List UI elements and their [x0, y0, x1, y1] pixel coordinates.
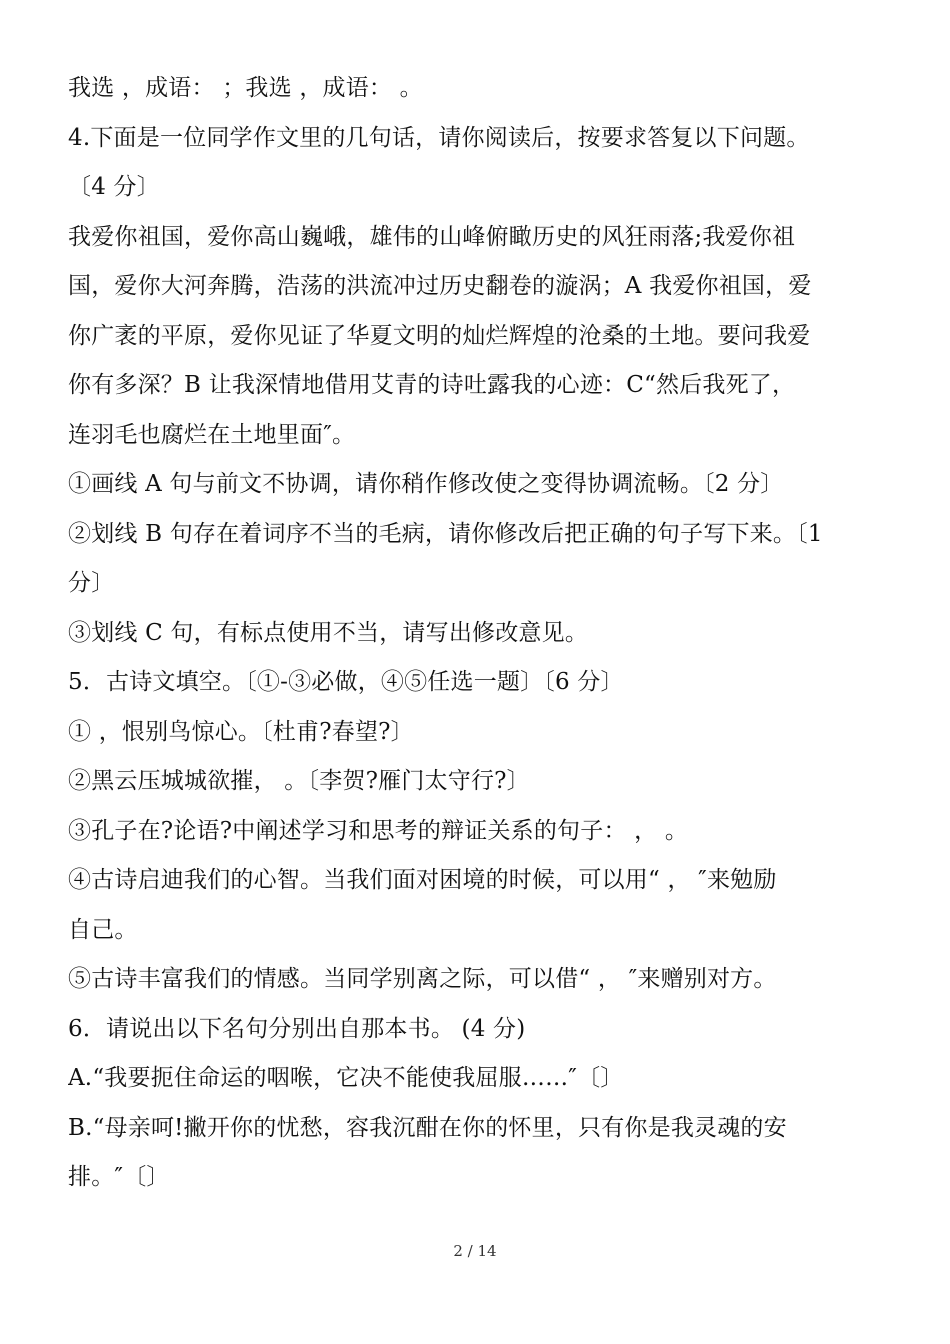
sub-question-3: ③划线 C 句，有标点使用不当，请写出修改意见。 — [68, 619, 589, 646]
poem-fill-5: ⑤古诗丰富我们的情感。当同学别离之际，可以借“ ， ″来赠别对方。 — [68, 966, 777, 992]
quote-b-cont: 排。″〔〕 — [68, 1164, 170, 1190]
poem-fill-4-cont: 自己。 — [68, 916, 138, 943]
sub-question-2: ②划线 B 句存在着词序不当的毛病，请你修改后把正确的句子写下来。〔1 — [68, 520, 823, 547]
sub-question-2-cont: 分〕 — [68, 570, 115, 596]
sub-question-1: ①画线 A 句与前文不协调，请你稍作修改使之变得协调流畅。〔2 分〕 — [68, 471, 784, 497]
passage-line-1: 我爱你祖国，爱你高山巍峨，雄伟的山峰俯瞰历史的风狂雨落;我爱你祖 — [68, 223, 796, 250]
passage-line-5: 连羽毛也腐烂在土地里面″。 — [68, 421, 356, 448]
poem-fill-3: ③孔子在?论语?中阐述学习和思考的辩证关系的句子： ， 。 — [68, 817, 689, 844]
passage-line-3: 你广袤的平原，爱你见证了华夏文明的灿烂辉煌的沧桑的土地。要问我爱 — [68, 322, 811, 349]
poem-fill-4: ④古诗启迪我们的心智。当我们面对困境的时候，可以用“ ， ″来勉励 — [68, 867, 777, 893]
question-4-prompt: 4.下面是一位同学作文里的几句话，请你阅读后，按要求答复以下问题。 — [68, 124, 810, 151]
quote-a: A.“我要扼住命运的咽喉，它决不能使我屈服……″〔〕 — [68, 1065, 624, 1091]
passage-line-4: 你有多深？B 让我深情地借用艾青的诗吐露我的心迹：C“然后我死了， — [68, 372, 796, 398]
text-line-1: 我选 ，成语： ；我选 ，成语： 。 — [68, 75, 423, 101]
document-body — [68, 64, 888, 1203]
question-6-prompt: 6．请说出以下名句分别出自那本书。 (4 分) — [68, 1015, 526, 1042]
poem-fill-2: ②黑云压城城欲摧， 。〔李贺?雁门太守行?〕 — [68, 768, 530, 794]
question-4-score: 〔4 分〕 — [68, 174, 160, 200]
quote-b: B.“母亲呵!撇开你的忧愁，容我沉酣在你的怀里，只有你是我灵魂的安 — [68, 1114, 787, 1141]
page-number: 2 / 14 — [453, 1242, 497, 1260]
passage-line-2: 国，爱你大河奔腾，浩荡的洪流冲过历史翻卷的漩涡；A 我爱你祖国，爱 — [68, 273, 812, 299]
question-5-prompt: 5．古诗文填空。〔①-③必做，④⑤任选一题〕〔6 分〕 — [68, 669, 624, 695]
poem-fill-1: ① ，恨别鸟惊心。〔杜甫?春望?〕 — [68, 718, 414, 745]
